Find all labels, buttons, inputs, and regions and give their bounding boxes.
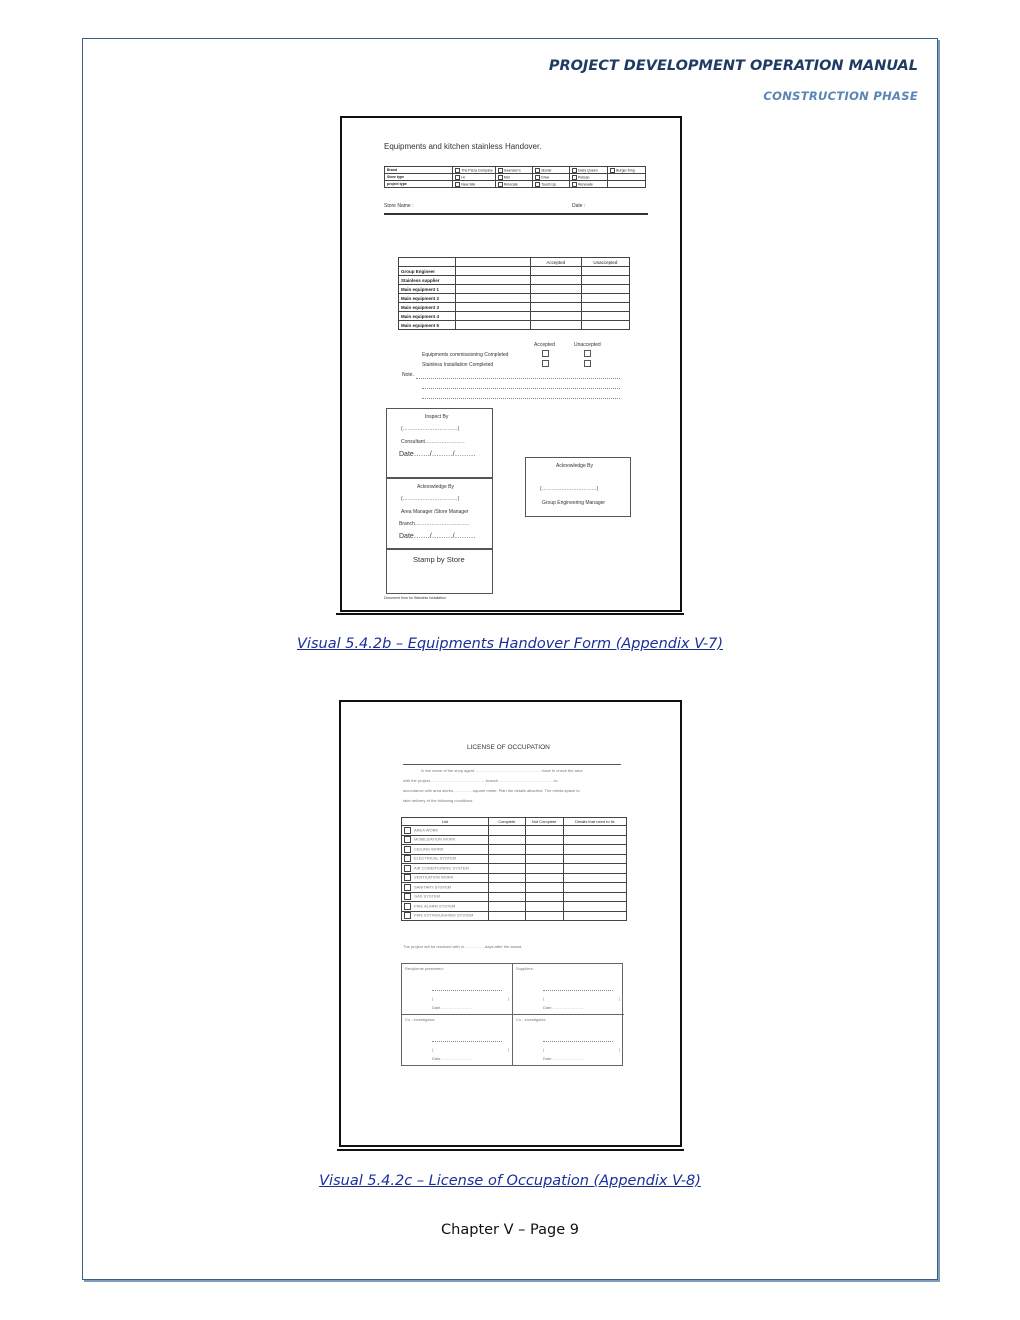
list-item-label: VENTILATION WORK	[414, 874, 454, 880]
note-line	[422, 388, 620, 389]
accepted-header: Accepted	[534, 342, 555, 348]
role-label: Group Engineer	[399, 267, 456, 276]
list-item-label: ELECTRICAL SYSTEM	[414, 855, 457, 861]
info-option	[495, 181, 532, 188]
option-label: Relocate	[503, 181, 518, 186]
checkbox-icon	[404, 846, 411, 853]
option-label: The Pizza Company	[461, 167, 493, 172]
info-option	[533, 174, 570, 181]
checkbox-icon	[535, 182, 540, 187]
table-row	[402, 911, 627, 921]
table-cell	[530, 276, 581, 285]
license-of-occupation-image	[339, 700, 682, 1147]
paren-right: )	[619, 996, 621, 1001]
checkbox-icon	[572, 168, 577, 173]
table-row	[399, 294, 630, 303]
store-name-label: Store Name :	[384, 203, 414, 209]
list-item	[402, 892, 489, 902]
consultant-line: Consultant……………………	[401, 439, 465, 445]
list-item	[402, 845, 489, 855]
occupation-checklist-table	[401, 817, 627, 921]
list-item	[402, 835, 489, 845]
checkbox-icon	[455, 182, 460, 187]
table-cell	[456, 276, 531, 285]
checkbox-icon	[535, 175, 540, 180]
role-label: Main equipment 5	[399, 321, 456, 330]
list-item-label: FIRE ALARM SYSTEM	[414, 903, 456, 909]
table-cell	[530, 321, 581, 330]
table-row	[402, 873, 627, 883]
brand-info-table	[384, 166, 646, 188]
table-cell	[581, 303, 629, 312]
stamp-box	[386, 549, 493, 594]
signature-line	[432, 1041, 502, 1042]
role-label: Stainless supplier	[399, 276, 456, 285]
info-label: Store type	[385, 174, 453, 181]
note-label: Note.	[402, 372, 414, 378]
signature-cell	[513, 1015, 624, 1066]
equipment-handover-form-image	[340, 116, 682, 612]
table-row	[399, 321, 630, 330]
table-row	[402, 892, 627, 902]
paren-left: (	[543, 1047, 545, 1052]
form-title: Equipments and kitchen stainless Handover.	[384, 142, 542, 151]
list-item-label: GAS SYSTEM	[414, 893, 441, 899]
table-cell	[563, 873, 626, 883]
figure-caption-equipment-handover[interactable]: Visual 5.4.2b – Equipments Handover Form (Appendix V-7)	[297, 636, 723, 652]
option-label: Mid	[503, 174, 510, 179]
table-header	[456, 258, 531, 267]
table-cell	[525, 864, 563, 874]
option-label: New Site	[461, 181, 476, 186]
table-row	[402, 835, 627, 845]
table-cell	[530, 303, 581, 312]
branch-line: Branch……………………………	[399, 521, 470, 527]
title-rule	[403, 764, 621, 765]
table-row	[402, 902, 627, 912]
option-label: Drive	[541, 174, 550, 179]
checkbox-icon	[498, 182, 503, 187]
group-engineering-box	[525, 457, 631, 517]
acknowledge-label: Acknowledge By	[417, 484, 454, 490]
paren-right: )	[508, 1047, 510, 1052]
paren-right: )	[619, 1047, 621, 1052]
table-cell	[581, 276, 629, 285]
check-item-2: Stainless Installation Completed	[422, 362, 494, 368]
info-option	[533, 181, 570, 188]
license-paragraph-line-3: accordance with area stores……………square meter. Plan the details attached. The mtrals space to	[403, 788, 580, 793]
table-row	[399, 276, 630, 285]
signature-cell-label: Suppliers:	[516, 966, 534, 971]
info-option	[570, 174, 608, 181]
table-header: List	[402, 818, 489, 826]
list-item	[402, 873, 489, 883]
info-option	[570, 167, 608, 174]
table-cell	[563, 845, 626, 855]
signature-parenthesis: (……………………………)	[401, 496, 460, 502]
option-label: Hi	[461, 174, 465, 179]
license-paragraph-line-4: take delivery of the following conditions.	[403, 798, 474, 803]
signature-parenthesis: (……………………………)	[540, 486, 599, 492]
store-name-line	[384, 213, 648, 215]
info-option	[495, 174, 532, 181]
check-item-1: Equipments commissioning Completed	[422, 352, 509, 358]
table-cell	[563, 883, 626, 893]
note-line	[422, 398, 620, 399]
checkbox-icon	[404, 893, 411, 900]
option-label: Sizzler	[541, 167, 552, 172]
option-label: Swensen's	[503, 167, 521, 172]
inspect-by-box	[386, 408, 493, 478]
checkbox-icon	[584, 360, 591, 367]
table-cell	[456, 294, 531, 303]
signature-date: Date……………………	[543, 1005, 584, 1010]
area-manager-label: Area Manager /Store Manager	[401, 509, 469, 515]
table-row	[399, 285, 630, 294]
manual-title: PROJECT DEVELOPMENT OPERATION MANUAL	[548, 58, 918, 74]
signature-parenthesis: (……………………………)	[401, 426, 460, 432]
checkbox-icon	[572, 175, 577, 180]
resolve-note: The project will be resolved with in…………….days after the award.	[403, 944, 523, 949]
info-option	[533, 167, 570, 174]
table-cell	[489, 854, 526, 864]
info-option	[608, 181, 646, 188]
list-item-label: MOBILIZATION WORK	[414, 836, 456, 842]
table-cell	[489, 845, 526, 855]
signature-line	[543, 990, 613, 991]
table-cell	[581, 294, 629, 303]
inspect-by-label: Inspect By	[425, 414, 449, 420]
phase-subtitle: CONSTRUCTION PHASE	[763, 89, 918, 103]
table-cell	[525, 911, 563, 921]
checkbox-icon	[610, 168, 615, 173]
table-cell	[525, 854, 563, 864]
role-label: Main equipment 2	[399, 294, 456, 303]
list-item-label: AREA WORK	[414, 827, 439, 833]
table-cell	[489, 911, 526, 921]
table-cell	[525, 873, 563, 883]
approval-table	[398, 257, 630, 330]
table-cell	[530, 312, 581, 321]
table-cell	[525, 835, 563, 845]
paren-right: )	[508, 996, 510, 1001]
signature-cell-label: Co - investigator:	[405, 1017, 436, 1022]
stamp-label: Stamp by Store	[413, 555, 465, 564]
info-option	[608, 174, 646, 181]
signature-cell	[402, 1015, 513, 1066]
table-header-row	[402, 818, 627, 826]
table-cell	[489, 902, 526, 912]
checkbox-icon	[542, 360, 549, 367]
table-row	[402, 883, 627, 893]
table-cell	[581, 321, 629, 330]
signature-cell	[513, 964, 624, 1015]
signature-date: Date……………………	[432, 1056, 473, 1061]
table-header: Details that need to fix	[563, 818, 626, 826]
table-cell	[489, 864, 526, 874]
checkbox-icon	[542, 350, 549, 357]
checkbox-icon	[404, 884, 411, 891]
signature-cell-label: Co - investigator:	[516, 1017, 547, 1022]
table-cell	[530, 267, 581, 276]
table-row	[399, 267, 630, 276]
checkbox-icon	[584, 350, 591, 357]
form-footnote: Document form for Stainless Installation	[384, 596, 446, 600]
list-item-label: AIR CONDITIONING SYSTEM	[414, 865, 469, 871]
table-row	[402, 854, 627, 864]
option-label: Burger King	[616, 167, 635, 172]
checkbox-icon	[404, 865, 411, 872]
license-paragraph-line-1: In the name of the shop agent……………………………………………have to check the area	[421, 768, 583, 773]
table-row	[399, 303, 630, 312]
info-option	[570, 181, 608, 188]
license-paragraph-line-2: with the project……………………………………branch……………………………………In	[403, 778, 558, 783]
table-cell	[581, 285, 629, 294]
figure-underline	[336, 613, 684, 615]
checkbox-icon	[455, 175, 460, 180]
table-cell	[456, 303, 531, 312]
table-cell	[563, 854, 626, 864]
checkbox-icon	[498, 168, 503, 173]
table-cell	[525, 826, 563, 836]
table-cell	[563, 835, 626, 845]
date-line: Date……./………/………	[399, 451, 476, 458]
table-cell	[456, 267, 531, 276]
note-line	[416, 378, 620, 379]
table-cell	[489, 883, 526, 893]
table-cell	[530, 285, 581, 294]
info-option	[453, 181, 496, 188]
checkbox-icon	[404, 855, 411, 862]
table-cell	[530, 294, 581, 303]
table-header: Unaccepted	[581, 258, 629, 267]
table-cell	[563, 826, 626, 836]
checkbox-icon	[535, 168, 540, 173]
checkbox-icon	[404, 874, 411, 881]
table-cell	[525, 902, 563, 912]
checkbox-icon	[455, 168, 460, 173]
date-line: Date……./………/………	[399, 533, 476, 540]
list-item	[402, 883, 489, 893]
list-item	[402, 902, 489, 912]
paren-left: (	[543, 996, 545, 1001]
license-title: LICENSE OF OCCUPATION	[467, 744, 550, 751]
table-cell	[563, 892, 626, 902]
table-cell	[489, 826, 526, 836]
table-row	[402, 864, 627, 874]
table-cell	[456, 285, 531, 294]
table-cell	[563, 864, 626, 874]
date-label: Date :	[572, 203, 586, 209]
checkbox-icon	[404, 836, 411, 843]
table-header: Not Complete	[525, 818, 563, 826]
checkbox-icon	[404, 827, 411, 834]
option-label: Pelican	[578, 174, 590, 179]
table-cell	[563, 902, 626, 912]
info-row	[385, 181, 646, 188]
signature-grid	[401, 963, 623, 1066]
group-engineering-manager-label: Group Engineering Manager	[542, 500, 606, 506]
table-header: Accepted	[530, 258, 581, 267]
option-label: Renovate	[578, 181, 593, 186]
info-label: project type	[385, 181, 453, 188]
table-cell	[581, 267, 629, 276]
figure-caption-license-of-occupation[interactable]: Visual 5.4.2c – License of Occupation (Appendix V-8)	[319, 1173, 701, 1189]
info-row	[385, 167, 646, 174]
signature-cell	[402, 964, 513, 1015]
option-label: Dairy Queen	[578, 167, 598, 172]
info-option	[453, 167, 496, 174]
table-row	[402, 826, 627, 836]
page-footer: Chapter V – Page 9	[441, 1222, 579, 1238]
role-label: Main equipment 3	[399, 303, 456, 312]
acknowledge-box	[386, 478, 493, 549]
info-option	[453, 174, 496, 181]
figure-underline	[337, 1149, 684, 1151]
signature-line	[432, 990, 502, 991]
table-cell	[525, 883, 563, 893]
info-label: Brand	[385, 167, 453, 174]
role-label: Main equipment 4	[399, 312, 456, 321]
table-cell	[489, 835, 526, 845]
table-header	[399, 258, 456, 267]
list-item	[402, 911, 489, 921]
paren-left: (	[432, 996, 434, 1001]
table-cell	[563, 911, 626, 921]
table-header: Complete	[489, 818, 526, 826]
table-cell	[456, 321, 531, 330]
table-cell	[456, 312, 531, 321]
table-cell	[489, 873, 526, 883]
checkbox-icon	[404, 903, 411, 910]
checkbox-icon	[572, 182, 577, 187]
list-item	[402, 854, 489, 864]
signature-line	[543, 1041, 613, 1042]
signature-cell-label: Recipients presented:	[405, 966, 444, 971]
table-cell	[525, 892, 563, 902]
info-option	[495, 167, 532, 174]
table-row	[402, 845, 627, 855]
table-cell	[581, 312, 629, 321]
list-item	[402, 826, 489, 836]
table-cell	[525, 845, 563, 855]
list-item-label: CEILING WORK	[414, 846, 444, 852]
checkbox-icon	[498, 175, 503, 180]
table-header-row	[399, 258, 630, 267]
acknowledge-label: Acknowledge By	[556, 463, 593, 469]
signature-date: Date……………………	[432, 1005, 473, 1010]
paren-left: (	[432, 1047, 434, 1052]
unaccepted-header: Unaccepted	[574, 342, 601, 348]
table-cell	[489, 892, 526, 902]
info-option	[608, 167, 646, 174]
role-label: Main equipment 1	[399, 285, 456, 294]
list-item-label: SANITARY SYSTEM	[414, 884, 452, 890]
list-item	[402, 864, 489, 874]
signature-date: Date……………………	[543, 1056, 584, 1061]
table-row	[399, 312, 630, 321]
option-label: Touch Up	[541, 181, 557, 186]
info-row	[385, 174, 646, 181]
checkbox-icon	[404, 912, 411, 919]
list-item-label: FIRE EXTINGUISHING SYSTEM	[414, 912, 474, 918]
